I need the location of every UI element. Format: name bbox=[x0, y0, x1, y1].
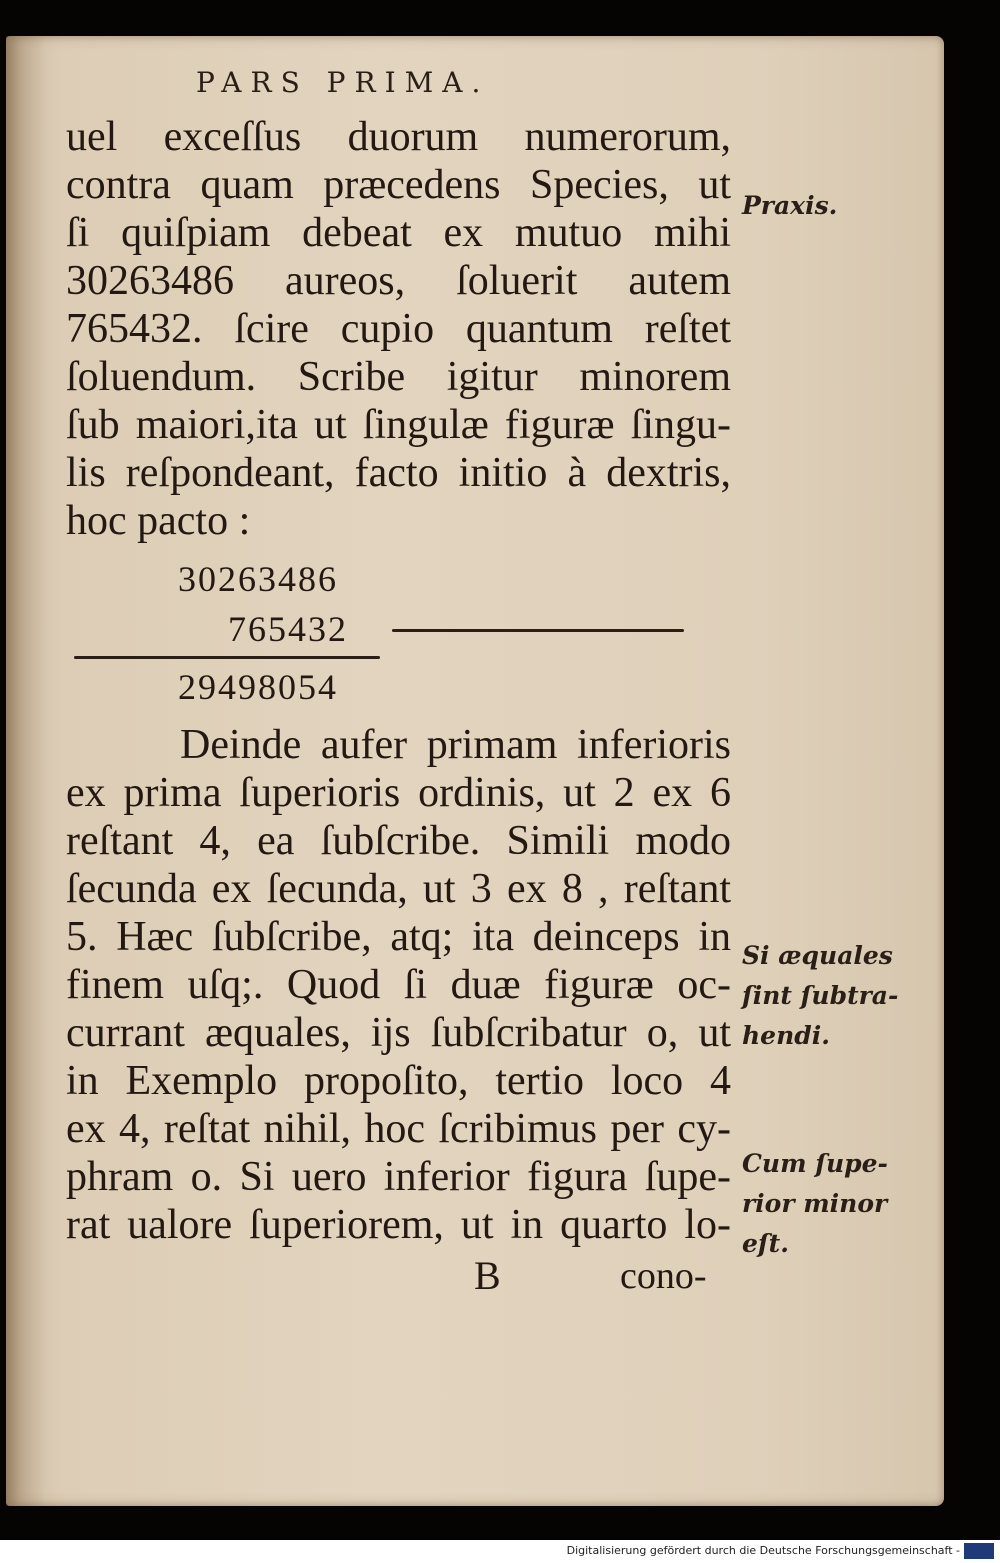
text-line: ſi quiſpiam debeat ex mutuo mihi bbox=[66, 210, 731, 256]
calc-difference: 29498054 bbox=[178, 667, 338, 707]
gutter-shadow bbox=[6, 36, 46, 1506]
text-line: 765432. ſcire cupio quantum reſtet bbox=[66, 306, 731, 352]
signature-mark: B bbox=[474, 1253, 501, 1298]
text-line: in Exemplo propoſito, tertio loco 4 bbox=[66, 1058, 731, 1104]
digitization-footer bbox=[0, 1540, 1000, 1563]
text-line: ſoluendum. Scribe igitur minorem bbox=[66, 354, 731, 400]
running-head: PARS PRIMA. bbox=[196, 66, 490, 99]
text-line: 30263486 aureos, ſoluerit autem bbox=[66, 258, 731, 304]
text-line: reſtant 4, ea ſubſcribe. Simili modo bbox=[66, 818, 731, 864]
text-line: finem uſq;. Quod ſi duæ figuræ oc- bbox=[66, 962, 731, 1008]
text-line: Deinde aufer primam inferioris bbox=[180, 722, 731, 768]
text-line: lis reſpondeant, facto initio à dextris, bbox=[66, 450, 731, 496]
margin-note-praxis: Praxis. bbox=[742, 191, 838, 220]
calc-rule-right bbox=[392, 629, 684, 632]
calc-minuend: 30263486 bbox=[178, 559, 338, 599]
text-line: 5. Hæc ſubſcribe, atq; ita deinceps in bbox=[66, 914, 731, 960]
text-line: contra quam præcedens Species, ut bbox=[66, 162, 731, 208]
text-line: uel exceſſus duorum numerorum, bbox=[66, 114, 731, 160]
text-line: ſub maiori,ita ut ſingulæ figuræ ſingu- bbox=[66, 402, 731, 448]
margin-note-cum-superior: Cum ſupe- rior minor eſt. bbox=[742, 1149, 888, 1258]
text-line: ex prima ſuperioris ordinis, ut 2 ex 6 bbox=[66, 770, 731, 816]
text-line: hoc pacto : bbox=[66, 498, 251, 544]
footer-credit: Digitalisierung gefördert durch die Deutsche Forschungsgemeinschaft - bbox=[566, 1544, 960, 1557]
text-line: currant æquales, ijs ſubſcribatur o, ut bbox=[66, 1010, 731, 1056]
text-line: phram o. Si uero inferior figura ſupe- bbox=[66, 1154, 731, 1200]
margin-note-aequales: Si æquales ſint ſubtra- hendi. bbox=[742, 941, 899, 1050]
calc-rule-left bbox=[74, 656, 380, 659]
catchword: cono- bbox=[620, 1255, 707, 1297]
text-line: rat ualore ſuperiorem, ut in quarto lo- bbox=[66, 1202, 731, 1248]
text-line: ſecunda ex ſecunda, ut 3 ex 8 , reſtant bbox=[66, 866, 731, 912]
calc-subtrahend: 765432 bbox=[228, 609, 348, 649]
dfg-logo-icon bbox=[964, 1543, 994, 1559]
text-line: ex 4, reſtat nihil, hoc ſcribimus per cy- bbox=[66, 1106, 731, 1152]
